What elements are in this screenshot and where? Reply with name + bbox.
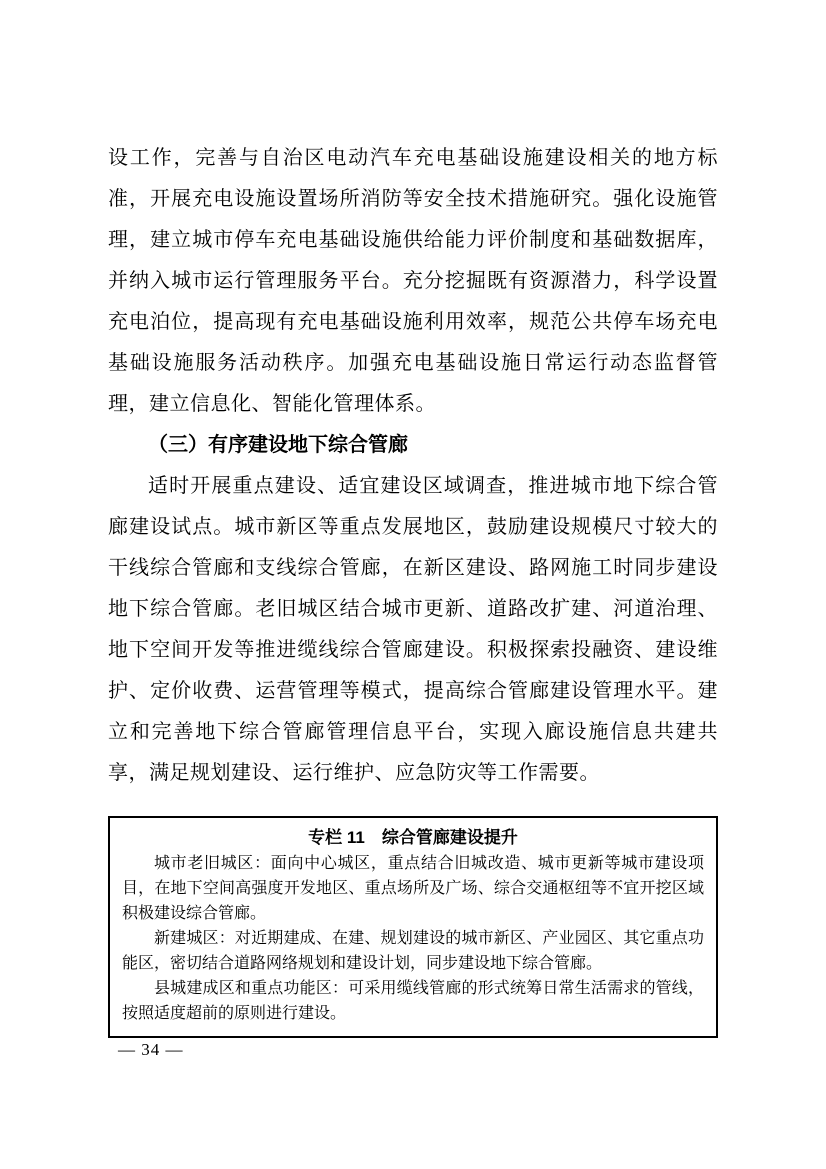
body-paragraph-continuation: 设工作，完善与自治区电动汽车充电基础设施建设相关的地方标准，开展充电设施设置场所消防等安全技术措施研究。强化设施管理，建立城市停车充电基础设施供给能力评价制度和基础数据库，并纳入城市运行管理服务平台。充分挖掘既有资源潜力，科学设置充电泊位，提高现有充电基础设施利用效率，规范公共停车场充电基础设施服务活动秩序。加强充电基础设施日常运行动态监督管理，建立信息化、智能化管理体系。 bbox=[108, 147, 718, 415]
column-box-paragraph-new-urban: 新建城区：对近期建成、在建、规划建设的城市新区、产业园区、其它重点功能区，密切结合道路网络规划和建设计划，同步建设地下综合管廊。 bbox=[122, 930, 704, 972]
column-box-paragraph-county: 县城建成区和重点功能区：可采用缆线管廊的形式统筹日常生活需求的管线，按照适度超前的原则进行建设。 bbox=[122, 980, 704, 1022]
body-paragraph: 适时开展重点建设、适宜建设区域调查，推进城市地下综合管廊建设试点。城市新区等重点发展地区，鼓励建设规模尺寸较大的干线综合管廊和支线综合管廊，在新区建设、路网施工时同步建设地下综合管廊。老旧城区结合城市更新、道路改扩建、河道治理、地下空间开发等推进缆线综合管廊建设。积极探索投融资、建设维护、定价收费、运营管理等模式，提高综合管廊建设管理水平。建立和完善地下综合管廊管理信息平台，实现入廊设施信息共建共享，满足规划建设、运行维护、应急防灾等工作需要。 bbox=[108, 475, 718, 784]
column-box-title: 专栏 11 综合管廊建设提升 bbox=[308, 828, 518, 847]
document-body bbox=[108, 138, 718, 1038]
column-box bbox=[108, 816, 718, 1038]
page-number: — 34 — bbox=[118, 1040, 184, 1059]
column-box-paragraph-old-urban: 城市老旧城区：面向中心城区，重点结合旧城改造、城市更新等城市建设项目，在地下空间高强度开发地区、重点场所及广场、综合交通枢纽等不宜开挖区域积极建设综合管廊。 bbox=[122, 855, 704, 922]
section-heading: （三）有序建设地下综合管廊 bbox=[148, 434, 408, 456]
